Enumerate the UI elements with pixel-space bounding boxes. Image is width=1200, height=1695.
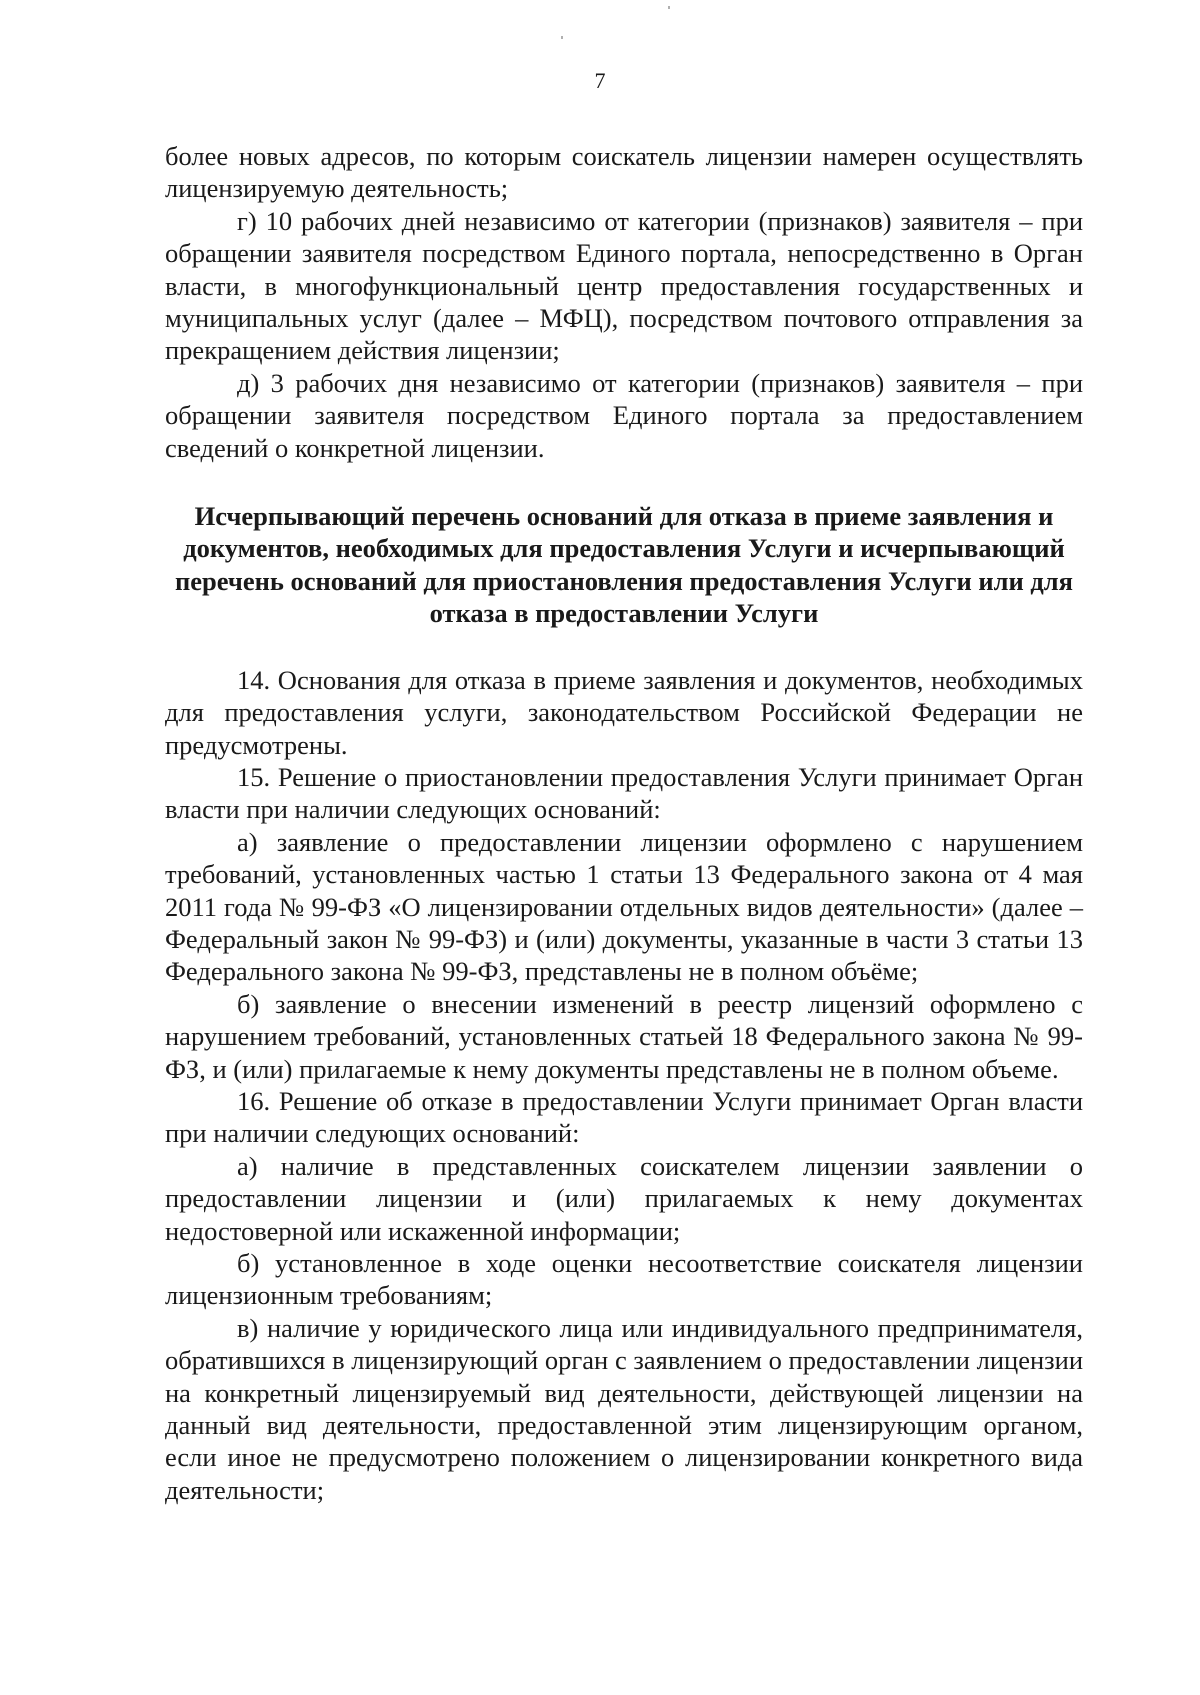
paragraph-item-d: д) 3 рабочих дня независимо от категории (признаков) заявителя – при обращении заявителя посредством Единого портала за предоставлением сведений о конкретной лицензии.	[165, 367, 1083, 463]
paragraph-14: 14. Основания для отказа в приеме заявления и документов, необходимых для предоставления услуги, законодательством Российской Федерации не предусмотрены.	[165, 664, 1083, 760]
paragraph-continuation: более новых адресов, по которым соискатель лицензии намерен осуществлять лицензируемую деятельность;	[165, 141, 1083, 204]
scan-speck	[668, 6, 670, 9]
paragraph-16: 16. Решение об отказе в предоставлении Услуги принимает Орган власти при наличии следующих оснований:	[165, 1085, 1083, 1149]
paragraph-16-a: а) наличие в представленных соискателем лицензии заявлении о предоставлении лицензии и (или) прилагаемых к нему документах недостоверной или искаженной информации;	[165, 1150, 1083, 1246]
paragraph-16-v: в) наличие у юридического лица или индивидуального предпринимателя, обратившихся в лицензирующий орган с заявлением о предоставлении лицензии на конкретный лицензируемый вид деятельности, действующей лицензии на данный вид деятельности, предоставленной этим лицензирующим органом, если иное не предусмотрено положением о лицензировании конкретного вида деятельности;	[165, 1312, 1083, 1505]
paragraph-item-g: г) 10 рабочих дней независимо от категории (признаков) заявителя – при обращении заявителя посредством Единого портала, непосредственно в Орган власти, в многофункциональный центр предоставления государственных и муниципальных услуг (далее – МФЦ), посредством почтового отправления за прекращением действия лицензии;	[165, 205, 1083, 366]
section-heading: Исчерпывающий перечень оснований для отказа в приеме заявления и документов, необходимых для предоставления Услуги и исчерпывающий перечень оснований для приостановления предоставления Услуги или для отказа в предоставлении Услуги	[175, 501, 1073, 629]
document-body	[165, 140, 1083, 1506]
scan-speck	[561, 36, 563, 39]
paragraph-16-b: б) установленное в ходе оценки несоответствие соискателя лицензии лицензионным требованиям;	[165, 1248, 1083, 1311]
paragraph-15-a: а) заявление о предоставлении лицензии оформлено с нарушением требований, установленных частью 1 статьи 13 Федерального закона от 4 мая 2011 года № 99-ФЗ «О лицензировании отдельных видов деятельности» (далее – Федеральный закон № 99-ФЗ) и (или) документы, указанные в части 3 статьи 13 Федерального закона № 99-ФЗ, представлены не в полном объёме;	[165, 826, 1083, 987]
paragraph-15-b: б) заявление о внесении изменений в реестр лицензий оформлено с нарушением требований, установленных статьей 18 Федерального закона № 99-ФЗ, и (или) прилагаемые к нему документы представлены не в полном объеме.	[165, 988, 1083, 1084]
paragraph-15: 15. Решение о приостановлении предоставления Услуги принимает Орган власти при наличии следующих оснований:	[165, 761, 1083, 825]
page-number: 7	[594, 68, 606, 93]
